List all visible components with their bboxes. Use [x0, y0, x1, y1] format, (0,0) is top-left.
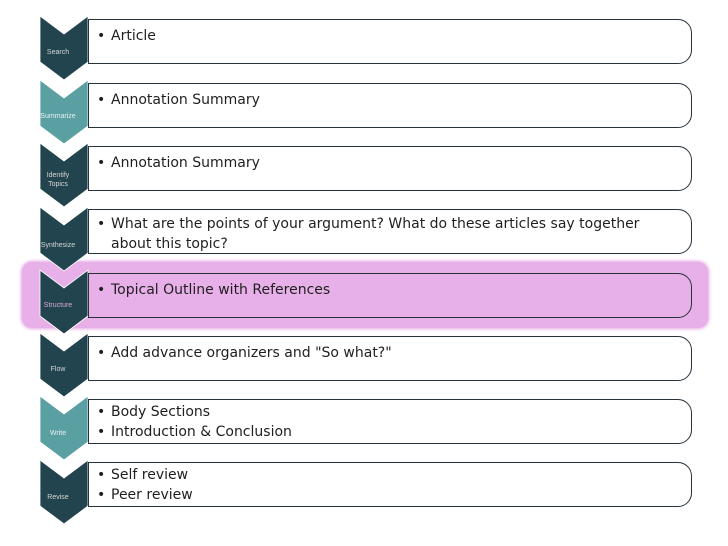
step-bullet: • Peer review	[97, 485, 683, 505]
step-chevron-write	[40, 396, 88, 460]
bullet-text: Add advance organizers and "So what?"	[111, 345, 392, 361]
bullet-text: Annotation Summary	[111, 92, 260, 108]
step-box-synthesize	[88, 209, 692, 254]
step-box-search	[88, 19, 692, 64]
step-label-search: Search	[46, 49, 70, 56]
bullet-text: Introduction & Conclusion	[111, 424, 292, 440]
step-bullet: • Topical Outline with References	[97, 280, 683, 300]
step-label-revise: Revise	[47, 494, 69, 501]
step-label-summarize: Summarize	[40, 113, 76, 120]
bullet-text: Article	[111, 28, 156, 44]
step-chevron-synthesize	[40, 207, 88, 271]
step-bullet: • Annotation Summary	[97, 153, 683, 173]
bullet-text: What are the points of your argument? What do these articles say together about this topic?	[111, 216, 640, 252]
step-box-write	[88, 399, 692, 444]
bullet-text: Topical Outline with References	[111, 282, 331, 298]
step-bullet: • What are the points of your argument? What do these articles say together about this topic?	[97, 214, 683, 254]
bullet-text: Annotation Summary	[111, 155, 260, 171]
step-label-write: Write	[49, 430, 67, 437]
step-label-identify-topics: Identify Topics	[46, 172, 70, 188]
step-bullet: • Self review	[97, 465, 683, 485]
step-chevron-revise	[40, 460, 88, 524]
step-label-structure: Structure	[43, 302, 73, 309]
step-bullet: • Annotation Summary	[97, 90, 683, 110]
step-bullet: • Add advance organizers and "So what?"	[97, 343, 683, 363]
step-box-structure	[88, 273, 692, 318]
step-box-revise	[88, 462, 692, 507]
step-label-flow: Flow	[50, 366, 66, 373]
bullet-text: Peer review	[111, 487, 193, 503]
step-bullet: • Body Sections	[97, 402, 683, 422]
bullet-text: Body Sections	[111, 404, 211, 420]
step-label-synthesize: Synthesize	[40, 242, 76, 249]
step-box-flow	[88, 336, 692, 381]
step-box-summarize	[88, 83, 692, 128]
bullet-text: Self review	[111, 467, 189, 483]
step-bullet: • Introduction & Conclusion	[97, 422, 683, 442]
step-bullet: • Article	[97, 26, 683, 46]
step-box-identify-topics	[88, 146, 692, 191]
